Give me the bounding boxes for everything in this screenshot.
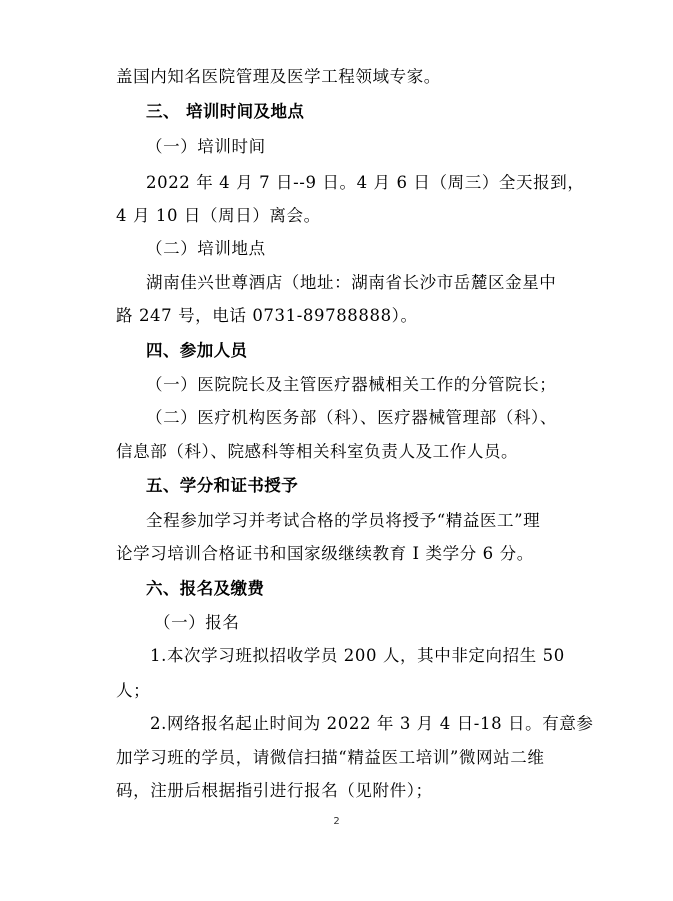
paragraph-line: 4 月 10 日（周日）离会。 [116, 206, 321, 225]
subsection-heading: （一）培训时间 [146, 137, 266, 156]
paragraph-line: 全程参加学习并考试合格的学员将授予“精益医工”理 [146, 511, 541, 530]
paragraph-line: 2022 年 4 月 7 日--9 日。4 月 6 日（周三）全天报到， [146, 173, 585, 192]
section-heading-5: 五、学分和证书授予 [146, 476, 299, 495]
paragraph-line: （二）医疗机构医务部（科）、医疗器械管理部（科）、 [146, 408, 557, 427]
paragraph-line: 信息部（科）、院感科等相关科室负责人及工作人员。 [116, 442, 519, 461]
paragraph-line: 盖国内知名医院管理及医学工程领域专家。 [116, 67, 441, 86]
section-heading-6: 六、报名及缴费 [146, 579, 265, 598]
paragraph-line: 码，注册后根据指引进行报名（见附件）； [116, 781, 433, 800]
paragraph-line: 加学习班的学员，请微信扫描“精益医工培训”微网站二维 [116, 748, 545, 767]
paragraph-line: 人； [116, 681, 151, 700]
page-number: 2 [333, 816, 340, 827]
section-heading-3: 三、 培训时间及地点 [146, 102, 305, 121]
paragraph-line: 1.本次学习班拟招收学员 200 人，其中非定向招生 50 [150, 646, 565, 665]
paragraph-line: （一）医院院长及主管医疗器械相关工作的分管院长； [146, 375, 557, 394]
paragraph-line: 论学习培训合格证书和国家级继续教育 I 类学分 6 分。 [116, 544, 534, 563]
paragraph-line: 2.网络报名起止时间为 2022 年 3 月 4 日-18 日。有意参 [150, 714, 594, 733]
paragraph-line: 路 247 号，电话 0731-89788888）。 [116, 306, 418, 325]
section-heading-4: 四、参加人员 [146, 341, 248, 360]
paragraph-line: 湖南佳兴世尊酒店（地址：湖南省长沙市岳麓区金星中 [146, 273, 557, 292]
subsection-heading: （二）培训地点 [146, 239, 266, 258]
subsection-heading: （一）报名 [154, 613, 240, 632]
